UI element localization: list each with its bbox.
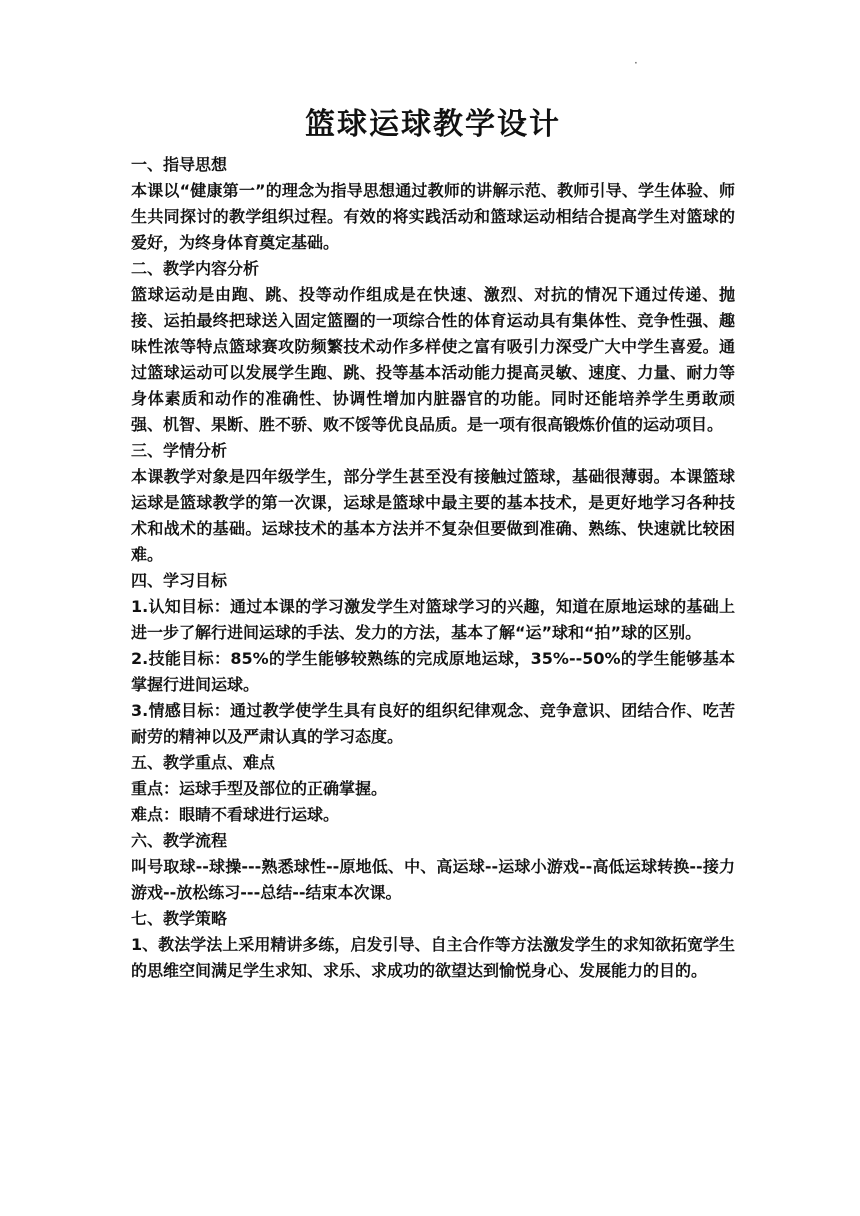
section-heading: 四、学习目标 [131,571,228,590]
paragraph: 叫号取球--球操---熟悉球性--原地低、中、高运球--运球小游戏--高低运球转换--接力游戏--放松练习---总结--结束本次课。 [131,857,735,902]
section-key-points [131,750,735,828]
paragraph: 篮球运动是由跑、跳、投等动作组成是在快速、激烈、对抗的情况下通过传递、抛接、运拍最终把球送入固定篮圈的一项综合性的体育运动具有集体性、竞争性强、趣味性浓等特点篮球赛攻防频繁技术动作多样使之富有吸引力深受广大中学生喜爱。通过篮球运动可以发展学生跑、跳、投等基本活动能力提高灵敏、速度、力量、耐力等身体素质和动作的准确性、协调性增加内脏器官的功能。同时还能培养学生勇敢顽强、机智、果断、胜不骄、败不馁等优良品质。是一项有很高锻炼价值的运动项目。 [131,285,735,434]
difficult-point: 难点：眼睛不看球进行运球。 [131,805,340,824]
paragraph: 本课以“健康第一”的理念为指导思想通过教师的讲解示范、教师引导、学生体验、师生共同探讨的教学组织过程。有效的将实践活动和篮球运动相结合提高学生对篮球的爱好，为终身体育奠定基础。 [131,181,735,252]
page-mark: · [634,56,638,70]
objective-skill: 2.技能目标：85%的学生能够较熟练的完成原地运球，35%--50%的学生能够基本掌握行进间运球。 [131,649,735,694]
section-heading: 五、教学重点、难点 [131,753,276,772]
paragraph: 本课教学对象是四年级学生，部分学生甚至没有接触过篮球，基础很薄弱。本课篮球运球是篮球教学的第一次课，运球是篮球中最主要的基本技术，是更好地学习各种技术和战术的基础。运球技术的基本方法并不复杂但要做到准确、熟练、快速就比较困难。 [131,467,735,564]
section-guiding-ideology [131,152,735,256]
section-heading: 六、教学流程 [131,831,228,850]
section-heading: 二、教学内容分析 [131,259,260,278]
document-body [131,102,735,984]
section-teaching-process [131,828,735,906]
objective-affective: 3.情感目标：通过教学使学生具有良好的组织纪律观念、竞争意识、团结合作、吃苦耐劳的精神以及严肃认真的学习态度。 [131,701,735,746]
objective-cognitive: 1.认知目标：通过本课的学习激发学生对篮球学习的兴趣，知道在原地运球的基础上进一步了解行进间运球的手法、发力的方法，基本了解“运”球和“拍”球的区别。 [131,597,735,642]
section-heading: 一、指导思想 [131,155,228,174]
section-learning-objectives [131,568,735,750]
key-point: 重点：运球手型及部位的正确掌握。 [131,779,388,798]
paragraph: 1、教法学法上采用精讲多练，启发引导、自主合作等方法激发学生的求知欲拓宽学生的思维空间满足学生求知、求乐、求成功的欲望达到愉悦身心、发展能力的目的。 [131,935,735,980]
section-content-analysis [131,256,735,438]
section-heading: 七、教学策略 [131,909,228,928]
section-student-analysis [131,438,735,568]
section-teaching-strategy [131,906,735,984]
document-title: 篮球运球教学设计 [305,107,561,142]
section-heading: 三、学情分析 [131,441,228,460]
